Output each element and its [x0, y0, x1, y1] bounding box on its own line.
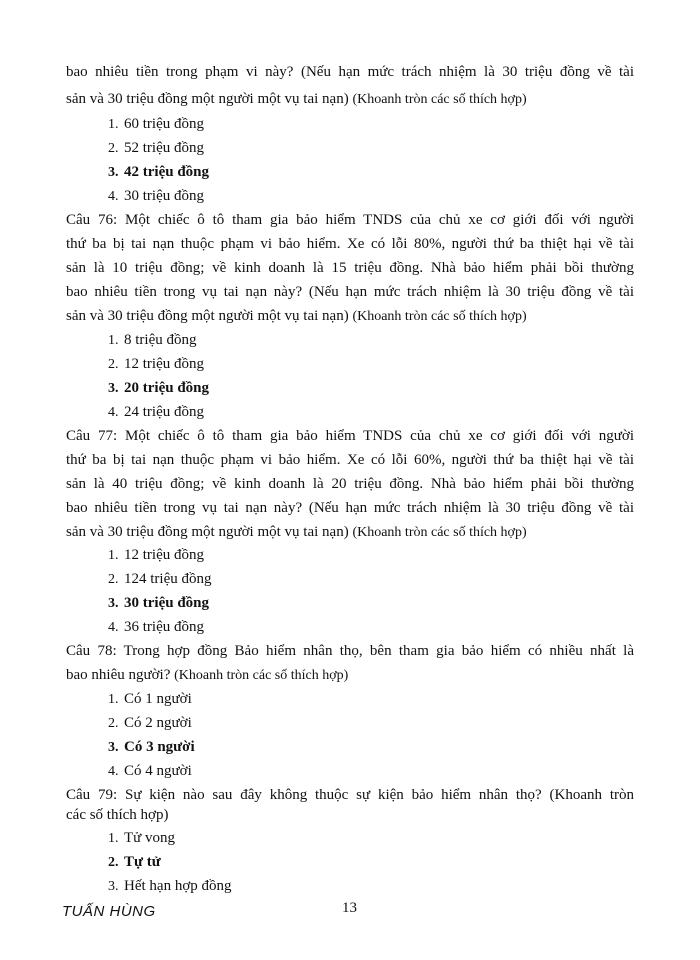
option-item [108, 877, 232, 896]
option-number: 2. [108, 855, 119, 870]
option-item [108, 570, 212, 589]
option-item-correct [108, 163, 209, 182]
option-text: Tử vong [124, 830, 176, 846]
option-text: 36 triệu đồng [124, 619, 204, 635]
q76-line-2: thứ ba bị tai nạn thuộc phạm vi bảo hiểm. Xe có lỗi 80%, người thứ ba thiệt hại về tài [66, 236, 634, 252]
q78-line-2-text: bao nhiêu người? [66, 667, 171, 683]
option-item [108, 829, 175, 848]
option-text: 124 triệu đồng [124, 571, 212, 587]
q76-line-4: bao nhiêu tiền trong vụ tai nạn này? (Nếu hạn mức trách nhiệm là 30 triệu đồng về tài [66, 284, 634, 300]
intro-line-2 [66, 90, 634, 109]
option-text: Có 3 người [124, 739, 195, 755]
footer-author: TUẤN HÙNG [62, 903, 156, 920]
q79-line-2: các số thích hợp) [66, 807, 169, 823]
option-number: 1. [108, 117, 119, 132]
intro-hint: (Khoanh tròn các số thích hợp) [352, 92, 527, 107]
option-text: Hết hạn hợp đồng [124, 878, 232, 894]
option-number: 4. [108, 620, 119, 635]
option-text: 42 triệu đồng [124, 164, 210, 180]
option-number: 3. [108, 381, 119, 396]
option-number: 1. [108, 831, 119, 846]
q77-line-4: bao nhiêu tiền trong vụ tai nạn này? (Nếu hạn mức trách nhiệm là 30 triệu đồng về tài [66, 500, 634, 516]
option-text: 8 triệu đồng [124, 332, 197, 348]
q76-line-3: sản là 10 triệu đồng; về kinh doanh là 15 triệu đồng. Nhà bảo hiểm phải bồi thường [66, 260, 634, 276]
option-item [108, 187, 204, 206]
option-item [108, 331, 197, 350]
option-text: 20 triệu đồng [124, 380, 210, 396]
option-text: 12 triệu đồng [124, 356, 204, 372]
option-number: 1. [108, 333, 119, 348]
option-item [108, 115, 204, 134]
q78-hint: (Khoanh tròn các số thích hợp) [174, 668, 349, 683]
q77-hint: (Khoanh tròn các số thích hợp) [352, 525, 527, 540]
option-text: 30 triệu đồng [124, 595, 210, 611]
q76-line-5-text: sản và 30 triệu đồng một người một vụ tai nạn) [66, 308, 349, 324]
option-text: 52 triệu đồng [124, 140, 204, 156]
option-item-correct [108, 853, 161, 872]
option-number: 2. [108, 716, 119, 731]
option-number: 4. [108, 189, 119, 204]
option-item [108, 762, 192, 781]
option-text: 30 triệu đồng [124, 188, 204, 204]
q76-line-1: Câu 76: Một chiếc ô tô tham gia bảo hiểm TNDS của chủ xe cơ giới đối với người [66, 212, 634, 228]
option-text: 12 triệu đồng [124, 547, 204, 563]
q77-line-2: thứ ba bị tai nạn thuộc phạm vi bảo hiểm. Xe có lỗi 60%, người thứ ba thiệt hại về tài [66, 452, 634, 468]
option-item-correct [108, 738, 195, 757]
q78-line-1: Câu 78: Trong hợp đồng Bảo hiểm nhân thọ, bên tham gia bảo hiểm có nhiều nhất là [66, 643, 634, 659]
option-item [108, 403, 204, 422]
option-item [108, 618, 204, 637]
option-item-correct [108, 379, 209, 398]
option-text: Có 1 người [124, 691, 192, 707]
option-item [108, 690, 192, 709]
q77-line-1: Câu 77: Một chiếc ô tô tham gia bảo hiểm TNDS của chủ xe cơ giới đối với người [66, 428, 634, 444]
option-text: Có 4 người [124, 763, 192, 779]
option-number: 4. [108, 764, 119, 779]
option-item [108, 546, 204, 565]
option-text: Tự tử [124, 854, 161, 870]
option-item [108, 714, 192, 733]
page-number: 13 [342, 900, 357, 916]
option-number: 3. [108, 596, 119, 611]
option-number: 1. [108, 548, 119, 563]
q77-line-5-text: sản và 30 triệu đồng một người một vụ tai nạn) [66, 524, 349, 540]
option-item [108, 355, 204, 374]
option-number: 2. [108, 141, 119, 156]
option-number: 4. [108, 405, 119, 420]
option-text: 24 triệu đồng [124, 404, 204, 420]
option-number: 2. [108, 572, 119, 587]
q77-line-3: sản là 40 triệu đồng; về kinh doanh là 20 triệu đồng. Nhà bảo hiểm phải bồi thường [66, 476, 634, 492]
option-text: Có 2 người [124, 715, 192, 731]
option-number: 3. [108, 740, 119, 755]
option-number: 3. [108, 879, 119, 894]
q76-hint: (Khoanh tròn các số thích hợp) [352, 309, 527, 324]
option-item-correct [108, 594, 209, 613]
option-number: 1. [108, 692, 119, 707]
intro-line-1: bao nhiêu tiền trong phạm vi này? (Nếu hạn mức trách nhiệm là 30 triệu đồng về tài [66, 64, 634, 80]
option-number: 2. [108, 357, 119, 372]
q77-line-5 [66, 523, 634, 542]
intro-line-2-text: sản và 30 triệu đồng một người một vụ tai nạn) [66, 91, 349, 107]
option-text: 60 triệu đồng [124, 116, 204, 132]
option-number: 3. [108, 165, 119, 180]
option-item [108, 139, 204, 158]
q76-line-5 [66, 307, 634, 326]
q78-line-2 [66, 666, 634, 685]
q79-line-1: Câu 79: Sự kiện nào sau đây không thuộc sự kiện bảo hiểm nhân thọ? (Khoanh tròn [66, 787, 634, 803]
